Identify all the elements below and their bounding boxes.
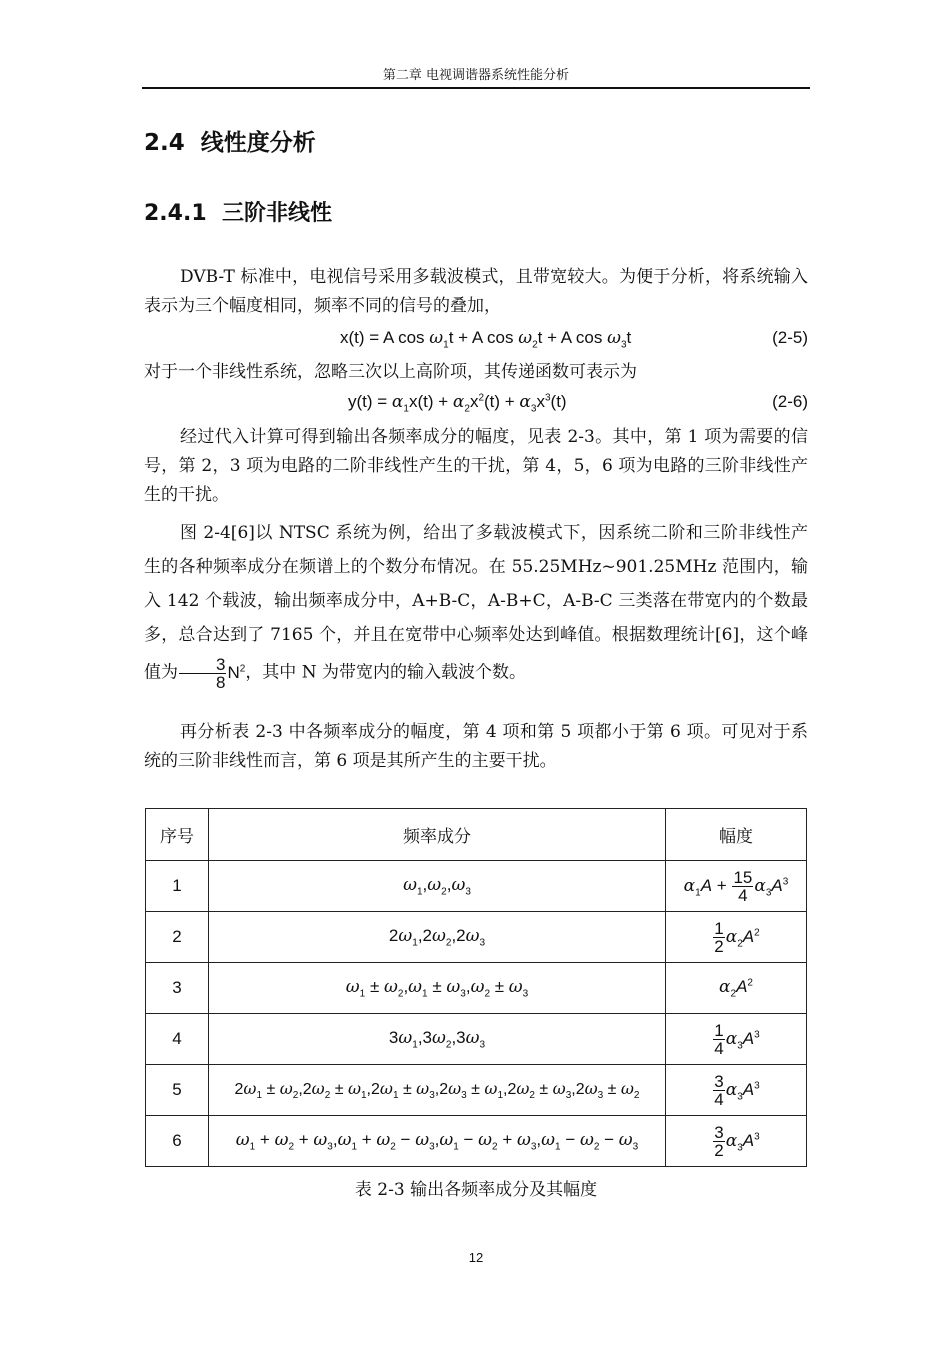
- row-number: 4: [146, 1014, 209, 1065]
- table-row: [146, 861, 807, 912]
- page-number: 12: [468, 1250, 484, 1265]
- section-number: 2.4: [144, 130, 185, 156]
- table-header-row: [146, 809, 807, 861]
- frequency-cell: $3\omega_1,3\omega_2,3\omega_3$: [209, 1014, 666, 1065]
- frequency-cell: $2\omega_1 \pm \omega_2,2\omega_2 \pm \omega_1,2\omega_1 \pm \omega_3,2\omega_3 \pm \omega_1,2\omega_2 \pm \omega_3,2\omega_3 \pm \omega_2$: [209, 1065, 666, 1116]
- amplitude-cell: $\frac{3}{4}$ $\alpha_3A^3$: [666, 1065, 807, 1116]
- equation-2-6: [144, 392, 808, 420]
- equation-2-5-formula: x(t) = A $\cos \omega_1t + A$ $\cos \omega_2t + A$ $\cos \omega_3t$: [340, 328, 632, 351]
- frequency-table: [145, 808, 807, 1167]
- running-header: 第二章 电视调谐器系统性能分析: [382, 68, 570, 83]
- equation-2-6-formula: $y(t) = \alpha_1x(t) + \alpha_2x^2(t) + \alpha_3x^3(t)$: [348, 392, 567, 415]
- table-row: [146, 1116, 807, 1167]
- subsection-title: 三阶非线性: [221, 201, 332, 226]
- paragraph-5: 再分析表 2-3 中各频率成分的幅度，第 4 项和第 5 项都小于第 6 项。可见对于系统的三阶非线性而言，第 6 项是其所产生的主要干扰。: [144, 722, 808, 771]
- amplitude-cell: $\frac{1}{2}$ $\alpha_2A^2$: [666, 912, 807, 963]
- row-number: 6: [146, 1116, 209, 1167]
- row-number: 3: [146, 963, 209, 1014]
- paragraph-3: 经过代入计算可得到输出各频率成分的幅度，见表 2-3。其中，第 1 项为需要的信号，第 2，3 项为电路的二阶非线性产生的干扰，第 4，5，6 项为电路的三阶非线性产生的干扰。: [144, 427, 808, 505]
- equation-2-5-number: (2-5): [772, 328, 808, 347]
- row-number: 5: [146, 1065, 209, 1116]
- amplitude-cell: $\alpha_2A^2$: [666, 963, 807, 1014]
- section-heading: [144, 124, 316, 157]
- section-title: 线性度分析: [200, 130, 316, 156]
- amplitude-cell: $\frac{3}{2}$ $\alpha_3A^3$: [666, 1116, 807, 1167]
- fraction-3-8: $\frac{3}{8}$: [179, 656, 226, 691]
- table-row: [146, 912, 807, 963]
- table-row: [146, 1065, 807, 1116]
- equation-2-5: [144, 328, 808, 356]
- row-number: 1: [146, 861, 209, 912]
- frequency-cell: $2\omega_1,2\omega_2,2\omega_3$: [209, 912, 666, 963]
- equation-2-6-number: (2-6): [772, 392, 808, 411]
- subsection-number: 2.4.1: [144, 201, 207, 226]
- frequency-cell: $\omega_1,\omega_2,\omega_3$: [209, 861, 666, 912]
- amplitude-cell: $\alpha_1A$ + $\frac{15}{4}$ $\alpha_3A^3$: [666, 861, 807, 912]
- paragraph-1: DVB-T 标准中，电视信号采用多载波模式，且带宽较大。为便于分析，将系统输入表示为三个幅度相同，频率不同的信号的叠加，: [144, 267, 808, 316]
- frequency-cell: $\omega_1 + \omega_2 + \omega_3,\omega_1 + \omega_2 - \omega_3,\omega_1 - \omega_2 + \omega_3,\omega_1 - \omega_2 - \omega_3$: [209, 1116, 666, 1167]
- paragraph-4: 图 2-4[6]以 NTSC 系统为例，给出了多载波模式下，因系统二阶和三阶非线性产生的各种频率成分在频谱上的个数分布情况。在 55.25MHz~901.25MHz 范围内，输入 142 个载波，输出频率成分中，A+B-C，A-B+C，A-B-C 三类落在带宽内的个数最多，总合达到了 7165 个，并且在宽带中心频率处达到峰值。根据数理统计[6]，这个峰值为 $\frac{3}{8}$ $N^2$，其中 N 为带宽内的输入载波个数。: [144, 523, 808, 692]
- paragraph-2: 对于一个非线性系统，忽略三次以上高阶项，其传递函数可表示为: [144, 362, 637, 382]
- paragraph-4-text-a: 图 2-4[6]以 NTSC 系统为例，给出了多载波模式下，因系统二阶和三阶非线性产生的各种频率成分在频谱上的个数分布情况。在 55.25MHz~901.25MHz 范围内，输入 142 个载波，输出频率成分中，A+B-C，A-B+C，A-B-C 三类落在带宽内的个数最多，总合达到了 7165 个，并且在宽带中心频率处达到峰值。根据数理统计[6]，这个峰值为: [144, 523, 808, 683]
- header-rule: [142, 87, 810, 89]
- table-row: [146, 963, 807, 1014]
- row-number: 2: [146, 912, 209, 963]
- amplitude-cell: $\frac{1}{4}$ $\alpha_3A^3$: [666, 1014, 807, 1065]
- frequency-cell: $\omega_1 \pm \omega_2,\omega_1 \pm \omega_3,\omega_2 \pm \omega_3$: [209, 963, 666, 1014]
- table-header: 序号: [146, 809, 209, 861]
- table-header: 频率成分: [209, 809, 666, 861]
- paragraph-4-text-b: ，其中 N 为带宽内的输入载波个数。: [245, 662, 526, 683]
- table-header: 幅度: [666, 809, 807, 861]
- table-caption: 表 2-3 输出各频率成分及其幅度: [354, 1180, 598, 1200]
- subsection-heading: [144, 196, 332, 227]
- table-row: [146, 1014, 807, 1065]
